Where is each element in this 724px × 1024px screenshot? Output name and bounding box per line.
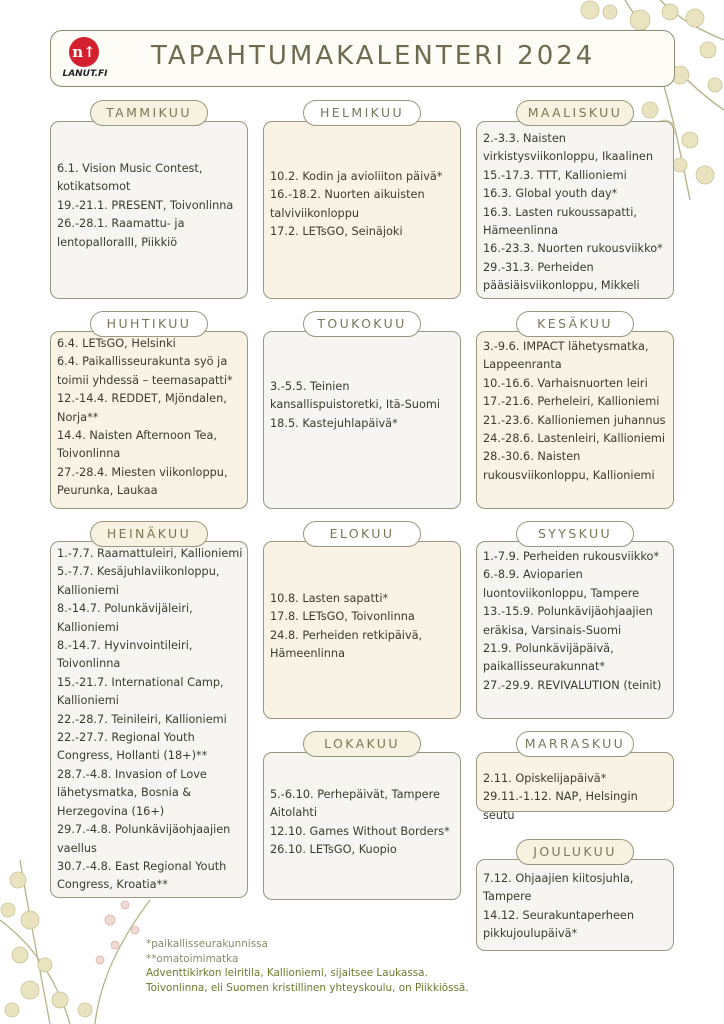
event-item: 1.-7.9. Perheiden rukousviikko* bbox=[483, 550, 660, 563]
month-card-marraskuu bbox=[476, 752, 674, 822]
footnotes bbox=[146, 937, 469, 995]
event-item: 5.-6.10. Perhepäivät, Tampere Aitolahti bbox=[270, 788, 440, 820]
page-title: TAPAHTUMAKALENTERI 2024 bbox=[151, 41, 596, 71]
event-item: 10.2. Kodin ja avioliiton päivä* bbox=[270, 170, 443, 183]
footnote-single: *paikallisseurakunnissa bbox=[146, 938, 268, 950]
event-item: 16.3. Global youth day* bbox=[483, 187, 618, 201]
event-item: 12.10. Games Without Borders* bbox=[270, 824, 450, 838]
event-item: 21.9. Polunkävijäpäivä, paikallisseurakunnat* bbox=[483, 642, 614, 674]
month-label-kesakuu: KESÄKUU bbox=[516, 311, 634, 337]
month-label-toukokuu: TOUKOKUU bbox=[303, 311, 421, 337]
event-item: 27.-29.9. REVIVALUTION (teinit) bbox=[483, 678, 662, 692]
event-item: 21.-23.6. Kallioniemen juhannus bbox=[483, 413, 666, 427]
event-item: 17.8. LETsGO, Toivonlinna bbox=[270, 610, 415, 624]
event-item: 3.-5.5. Teinien kansallispuistoretki, Itä-Suomi bbox=[270, 380, 441, 412]
event-item: 12.-14.4. REDDET, Mjöndalen, Norja** bbox=[57, 392, 227, 424]
month-label-marraskuu: MARRASKUU bbox=[516, 731, 634, 757]
events-marraskuu bbox=[483, 770, 669, 825]
event-item: 28.-30.6. Naisten rukousviikonloppu, Kallioniemi bbox=[483, 450, 655, 482]
event-item: 3.-9.6. IMPACT lähetysmatka, Lappeenranta bbox=[483, 340, 649, 372]
events-toukokuu bbox=[270, 378, 456, 433]
event-item: 6.4. LETsGO, Helsinki bbox=[57, 337, 176, 350]
month-label-joulukuu: JOULUKUU bbox=[516, 839, 634, 865]
events-elokuu bbox=[270, 590, 456, 664]
event-item: 15.-17.3. TTT, Kallioniemi bbox=[483, 168, 627, 182]
logo-mark: n↑ bbox=[69, 37, 99, 67]
events-lokakuu bbox=[270, 786, 456, 860]
event-item: 28.7.-4.8. Invasion of Love lähetysmatka, Bosnia & Herzegovina (16+) bbox=[57, 767, 207, 818]
event-item: 10.-16.6. Varhaisnuorten leiri bbox=[483, 376, 648, 390]
events-huhtikuu bbox=[57, 335, 243, 501]
event-item: 5.-7.7. Kesäjuhlaviikonloppu, Kallioniemi bbox=[57, 565, 220, 597]
month-card-tammikuu bbox=[50, 121, 248, 299]
month-label-huhtikuu: HUHTIKUU bbox=[90, 311, 208, 337]
lanut-logo[interactable] bbox=[61, 37, 109, 83]
logo-text: LANUT.FI bbox=[62, 69, 108, 79]
event-item: 26.-28.1. Raamattu- ja lentopallorallI, Piikkiö bbox=[57, 217, 185, 249]
event-item: 22.-28.7. Teinileiri, Kallioniemi bbox=[57, 712, 227, 726]
event-item: 8.-14.7. Polunkävijäleiri, Kallioniemi bbox=[57, 602, 193, 634]
month-card-huhtikuu bbox=[50, 331, 248, 509]
month-label-elokuu: ELOKUU bbox=[303, 521, 421, 547]
events-maaliskuu bbox=[483, 130, 669, 296]
event-item: 16.-18.2. Nuorten aikuisten talviviikonloppu bbox=[270, 188, 425, 220]
event-item: 6.4. Paikallisseurakunta syö ja toimii yhdessä – teemasapatti* bbox=[57, 355, 233, 387]
events-joulukuu bbox=[483, 870, 669, 944]
events-kesakuu bbox=[483, 338, 669, 485]
events-tammikuu bbox=[57, 160, 243, 252]
event-item: 13.-15.9. Polunkävijäohjaajien eräkisa, Varsinais-Suomi bbox=[483, 605, 653, 637]
footnote-double: **omatoimimatka bbox=[146, 952, 239, 965]
event-item: 16.3. Lasten rukoussapatti, Hämeenlinna bbox=[483, 205, 637, 238]
event-item: 8.-14.7. Hyvinvointileiri, Toivonlinna bbox=[57, 639, 193, 671]
month-label-syyskuu: SYYSKUU bbox=[516, 521, 634, 547]
event-item: 29.7.-4.8. Polunkävijäohjaajien vaellus bbox=[57, 823, 231, 855]
event-item: 16.-23.3. Nuorten rukousviikko* bbox=[483, 242, 663, 256]
month-card-syyskuu bbox=[476, 541, 674, 719]
events-helmikuu bbox=[270, 168, 456, 242]
event-item: 10.8. Lasten sapatti* bbox=[270, 592, 389, 605]
month-card-toukokuu bbox=[263, 331, 461, 509]
footnote-toivonlinna: Toivonlinna, eli Suomen kristillinen yhteyskoulu, on Piikkiössä. bbox=[146, 981, 469, 994]
event-item: 6.1. Vision Music Contest, kotikatsomot bbox=[57, 162, 203, 194]
header-banner bbox=[50, 30, 675, 87]
month-card-elokuu bbox=[263, 541, 461, 719]
month-card-helmikuu bbox=[263, 121, 461, 299]
month-card-kesakuu bbox=[476, 331, 674, 509]
event-item: 29.11.-1.12. NAP, Helsingin seutu bbox=[483, 790, 638, 822]
event-item: 26.10. LETsGO, Kuopio bbox=[270, 843, 397, 857]
event-item: 27.-28.4. Miesten viikonloppu, Peurunka, Laukaa bbox=[57, 465, 228, 498]
event-item: 2.11. Opiskelijapäivä* bbox=[483, 772, 607, 785]
month-label-tammikuu: TAMMIKUU bbox=[90, 100, 208, 126]
month-card-maaliskuu bbox=[476, 121, 674, 299]
event-item: 17.-21.6. Perheleiri, Kallioniemi bbox=[483, 395, 660, 409]
event-item: 29.-31.3. Perheiden pääsiäisviikonloppu, Mikkeli bbox=[483, 260, 640, 293]
month-label-helmikuu: HELMIKUU bbox=[303, 100, 421, 126]
event-item: 14.12. Seurakuntaperheen pikkujoulupäivä* bbox=[483, 908, 635, 941]
event-item: 6.-8.9. Avioparien luontoviikonloppu, Tampere bbox=[483, 568, 640, 600]
event-item: 18.5. Kastejuhlapäivä* bbox=[270, 416, 398, 430]
event-item: 1.-7.7. Raamattuleiri, Kallioniemi bbox=[57, 547, 243, 560]
event-item: 17.2. LETsGO, Seinäjoki bbox=[270, 225, 403, 239]
event-item: 2.-3.3. Naisten virkistysviikonloppu, Ikaalinen bbox=[483, 132, 654, 164]
event-item: 7.12. Ohjaajien kiitosjuhla, Tampere bbox=[483, 872, 634, 904]
month-card-joulukuu bbox=[476, 859, 674, 951]
month-card-lokakuu bbox=[263, 752, 461, 900]
month-card-heinakuu bbox=[50, 541, 248, 898]
event-item: 24.8. Perheiden retkipäivä, Hämeenlinna bbox=[270, 628, 423, 661]
event-item: 19.-21.1. PRESENT, Toivonlinna bbox=[57, 198, 234, 212]
event-item: 24.-28.6. Lastenleiri, Kallioniemi bbox=[483, 432, 666, 446]
month-label-heinakuu: HEINÄKUU bbox=[90, 521, 208, 547]
events-syyskuu bbox=[483, 548, 669, 695]
event-item: 15.-21.7. International Camp, Kallioniemi bbox=[57, 675, 224, 708]
month-label-maaliskuu: MAALISKUU bbox=[516, 100, 634, 126]
footnote-kallioniemi: Adventtikirkon leiritila, Kallioniemi, sijaitsee Laukassa. bbox=[146, 967, 428, 980]
month-label-lokakuu: LOKAKUU bbox=[303, 731, 421, 757]
event-item: 30.7.-4.8. East Regional Youth Congress, Kroatia** bbox=[57, 859, 227, 892]
events-heinakuu bbox=[57, 545, 243, 895]
event-item: 14.4. Naisten Afternoon Tea, Toivonlinna bbox=[57, 429, 217, 461]
event-item: 22.-27.7. Regional Youth Congress, Hollanti (18+)** bbox=[57, 731, 208, 763]
